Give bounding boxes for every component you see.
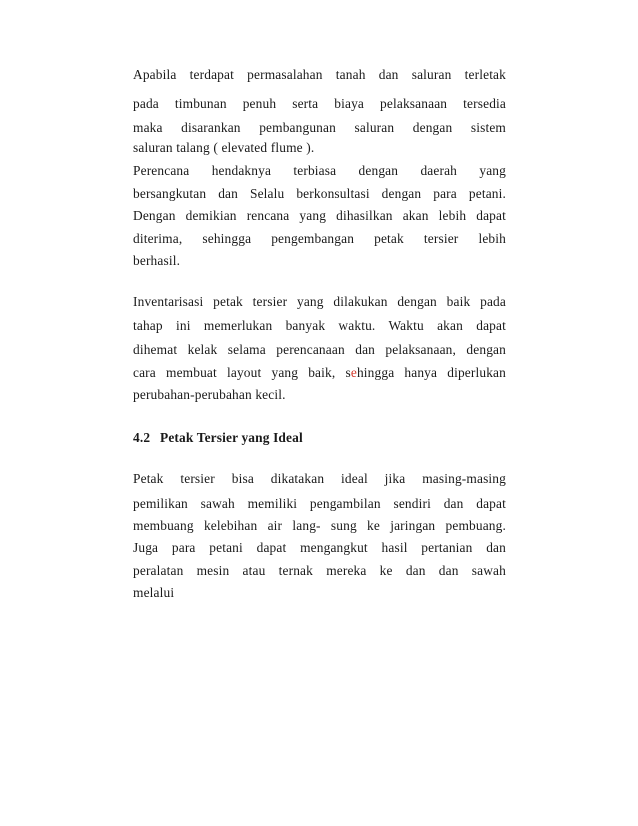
paragraph-line: Apabila terdapat permasalahan tanah dan saluran terletak bbox=[133, 67, 506, 82]
paragraph-line: bersangkutan dan Selalu berkonsultasi dengan para petani. bbox=[133, 186, 506, 201]
paragraph-line: berhasil. bbox=[133, 253, 181, 268]
paragraph-line: dihemat kelak selama perencanaan dan pelaksanaan, dengan bbox=[133, 342, 506, 357]
line-text: hingga hanya diperlukan bbox=[356, 365, 506, 380]
paragraph-line: diterima, sehingga pengembangan petak tersier lebih bbox=[133, 231, 506, 246]
paragraph-line: tahap ini memerlukan banyak waktu. Waktu akan dapat bbox=[133, 318, 506, 333]
highlighted-letter: e bbox=[350, 365, 357, 380]
paragraph-line: maka disarankan pembangunan saluran dengan sistem bbox=[133, 120, 506, 135]
paragraph-line: Juga para petani dapat mengangkut hasil pertanian dan bbox=[133, 540, 506, 555]
paragraph-line: peralatan mesin atau ternak mereka ke dan dan sawah bbox=[133, 563, 506, 578]
paragraph-line: Perencana hendaknya terbiasa dengan daerah yang bbox=[133, 163, 506, 178]
section-number: 4.2 bbox=[133, 430, 151, 445]
paragraph-line: Petak tersier bisa dikatakan ideal jika masing-masing bbox=[133, 471, 506, 486]
paragraph-line: Dengan demikian rencana yang dihasilkan akan lebih dapat bbox=[133, 208, 506, 223]
paragraph-line: Inventarisasi petak tersier yang dilakukan dengan baik pada bbox=[133, 294, 506, 309]
paragraph-line: perubahan-perubahan kecil. bbox=[133, 387, 286, 402]
paragraph-line: melalui bbox=[133, 585, 175, 600]
paragraph-line bbox=[133, 365, 506, 381]
paragraph-line: pada timbunan penuh serta biaya pelaksanaan tersedia bbox=[133, 96, 506, 111]
line-text: cara membuat layout yang baik, s bbox=[133, 365, 351, 380]
section-title: Petak Tersier yang Ideal bbox=[160, 430, 303, 445]
paragraph-line: pemilikan sawah memiliki pengambilan sendiri dan dapat bbox=[133, 496, 506, 511]
section-heading bbox=[133, 430, 506, 446]
paragraph-line: membuang kelebihan air lang- sung ke jaringan pembuang. bbox=[133, 518, 506, 533]
paragraph-line: saluran talang ( elevated flume ). bbox=[133, 140, 315, 155]
